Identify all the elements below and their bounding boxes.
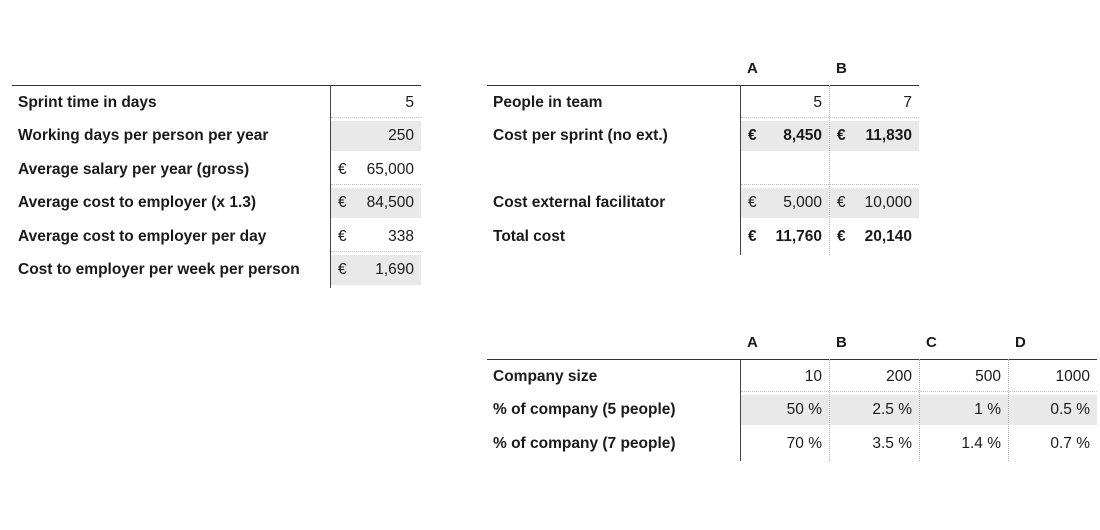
cell-value: 200 <box>886 368 912 385</box>
row-divider <box>830 117 919 118</box>
row-label: Company size <box>493 368 598 385</box>
table-row <box>12 155 421 185</box>
value-cell[interactable] <box>1009 429 1097 459</box>
value-cell[interactable] <box>331 88 421 118</box>
value-cell[interactable] <box>830 88 919 118</box>
cell-value: 1000 <box>1055 368 1090 385</box>
row-divider <box>331 184 421 185</box>
cell-value: 3.5 % <box>872 435 912 452</box>
cell-value: 10,000 <box>864 194 912 211</box>
header-rule <box>12 85 421 86</box>
header-rule <box>487 85 919 86</box>
table-row <box>12 188 421 218</box>
row-label: Average salary per year (gross) <box>18 161 250 178</box>
value-cell[interactable] <box>741 395 829 425</box>
value-cell[interactable] <box>830 121 919 151</box>
table-row <box>12 255 421 285</box>
value-cell[interactable] <box>741 88 829 118</box>
row-label: Working days per person per year <box>18 127 269 144</box>
row-divider <box>741 391 829 392</box>
row-label: People in team <box>493 94 603 111</box>
row-label: % of company (5 people) <box>493 401 676 418</box>
currency-symbol: € <box>837 194 846 211</box>
value-cell[interactable] <box>741 121 829 151</box>
cell-value: 50 % <box>786 401 822 418</box>
value-cell[interactable] <box>741 362 829 392</box>
cell-value: 7 <box>903 94 912 111</box>
cell-value: 0.5 % <box>1050 401 1090 418</box>
column-header-b: B <box>836 60 847 77</box>
cell-value: 338 <box>388 228 414 245</box>
value-cell[interactable] <box>920 429 1008 459</box>
cell-value: 5 <box>405 94 414 111</box>
currency-symbol: € <box>748 228 757 245</box>
value-cell[interactable] <box>830 222 919 252</box>
value-cell[interactable] <box>920 362 1008 392</box>
table-row <box>12 88 421 118</box>
table-row <box>487 395 1097 425</box>
value-cell[interactable] <box>741 188 829 218</box>
table-row <box>12 222 421 252</box>
value-cell[interactable] <box>331 155 421 185</box>
table-row <box>487 88 919 118</box>
team-cost-table <box>487 85 919 255</box>
column-header-d: D <box>1015 334 1026 351</box>
cell-value: 5 <box>813 94 822 111</box>
currency-symbol: € <box>748 194 757 211</box>
value-cell[interactable] <box>331 121 421 151</box>
row-divider <box>331 251 421 252</box>
currency-symbol: € <box>837 228 846 245</box>
row-divider <box>920 391 1008 392</box>
column-header-a: A <box>747 334 758 351</box>
currency-symbol: € <box>338 161 347 178</box>
header-rule <box>487 359 1097 360</box>
value-cell[interactable] <box>830 188 919 218</box>
row-divider <box>830 184 919 185</box>
value-cell[interactable] <box>830 429 919 459</box>
row-divider <box>331 117 421 118</box>
cell-value: 1,690 <box>375 261 414 278</box>
row-divider <box>830 391 919 392</box>
currency-symbol: € <box>338 261 347 278</box>
value-cell[interactable] <box>331 188 421 218</box>
company-share-table <box>487 359 1097 461</box>
value-cell[interactable] <box>830 155 919 185</box>
value-cell[interactable] <box>1009 362 1097 392</box>
table-row <box>487 188 919 218</box>
row-label: Cost external facilitator <box>493 194 666 211</box>
cell-value: 2.5 % <box>872 401 912 418</box>
value-cell[interactable] <box>920 395 1008 425</box>
cell-value: 250 <box>388 127 414 144</box>
row-divider <box>1009 391 1097 392</box>
value-cell[interactable] <box>741 155 829 185</box>
row-label: Average cost to employer (x 1.3) <box>18 194 257 211</box>
table-row <box>487 429 1097 459</box>
table-row <box>487 222 919 252</box>
cell-value: 500 <box>975 368 1001 385</box>
currency-symbol: € <box>748 127 757 144</box>
cell-value: 10 <box>804 368 822 385</box>
cell-value: 11,830 <box>865 127 912 144</box>
row-label: % of company (7 people) <box>493 435 676 452</box>
cell-value: 1.4 % <box>961 435 1001 452</box>
cell-value: 11,760 <box>775 228 822 245</box>
value-cell[interactable] <box>741 429 829 459</box>
cell-value: 0.7 % <box>1050 435 1090 452</box>
table-row <box>487 155 919 185</box>
table-row <box>487 121 919 151</box>
column-header-c: C <box>926 334 937 351</box>
cell-value: 8,450 <box>783 127 822 144</box>
value-cell[interactable] <box>830 395 919 425</box>
table-row <box>12 121 421 151</box>
value-cell[interactable] <box>1009 395 1097 425</box>
cell-value: 20,140 <box>864 228 912 245</box>
currency-symbol: € <box>338 194 347 211</box>
column-header-b: B <box>836 334 847 351</box>
row-label: Sprint time in days <box>18 94 157 111</box>
value-cell[interactable] <box>741 222 829 252</box>
row-label: Cost per sprint (no ext.) <box>493 127 668 144</box>
row-label: Cost to employer per week per person <box>18 261 300 278</box>
value-cell[interactable] <box>331 222 421 252</box>
cell-value: 1 % <box>974 401 1001 418</box>
cell-value: 70 % <box>786 435 822 452</box>
value-cell[interactable] <box>830 362 919 392</box>
value-cell[interactable] <box>331 255 421 285</box>
sprint-cost-table <box>12 85 421 288</box>
cell-value: 5,000 <box>783 194 822 211</box>
cell-value: 65,000 <box>366 161 414 178</box>
row-label: Total cost <box>493 228 566 245</box>
currency-symbol: € <box>338 228 347 245</box>
cell-value: 84,500 <box>366 194 414 211</box>
currency-symbol: € <box>837 127 846 144</box>
row-label: Average cost to employer per day <box>18 228 267 245</box>
row-divider <box>741 184 829 185</box>
column-header-a: A <box>747 60 758 77</box>
row-divider <box>741 117 829 118</box>
table-row <box>487 362 1097 392</box>
